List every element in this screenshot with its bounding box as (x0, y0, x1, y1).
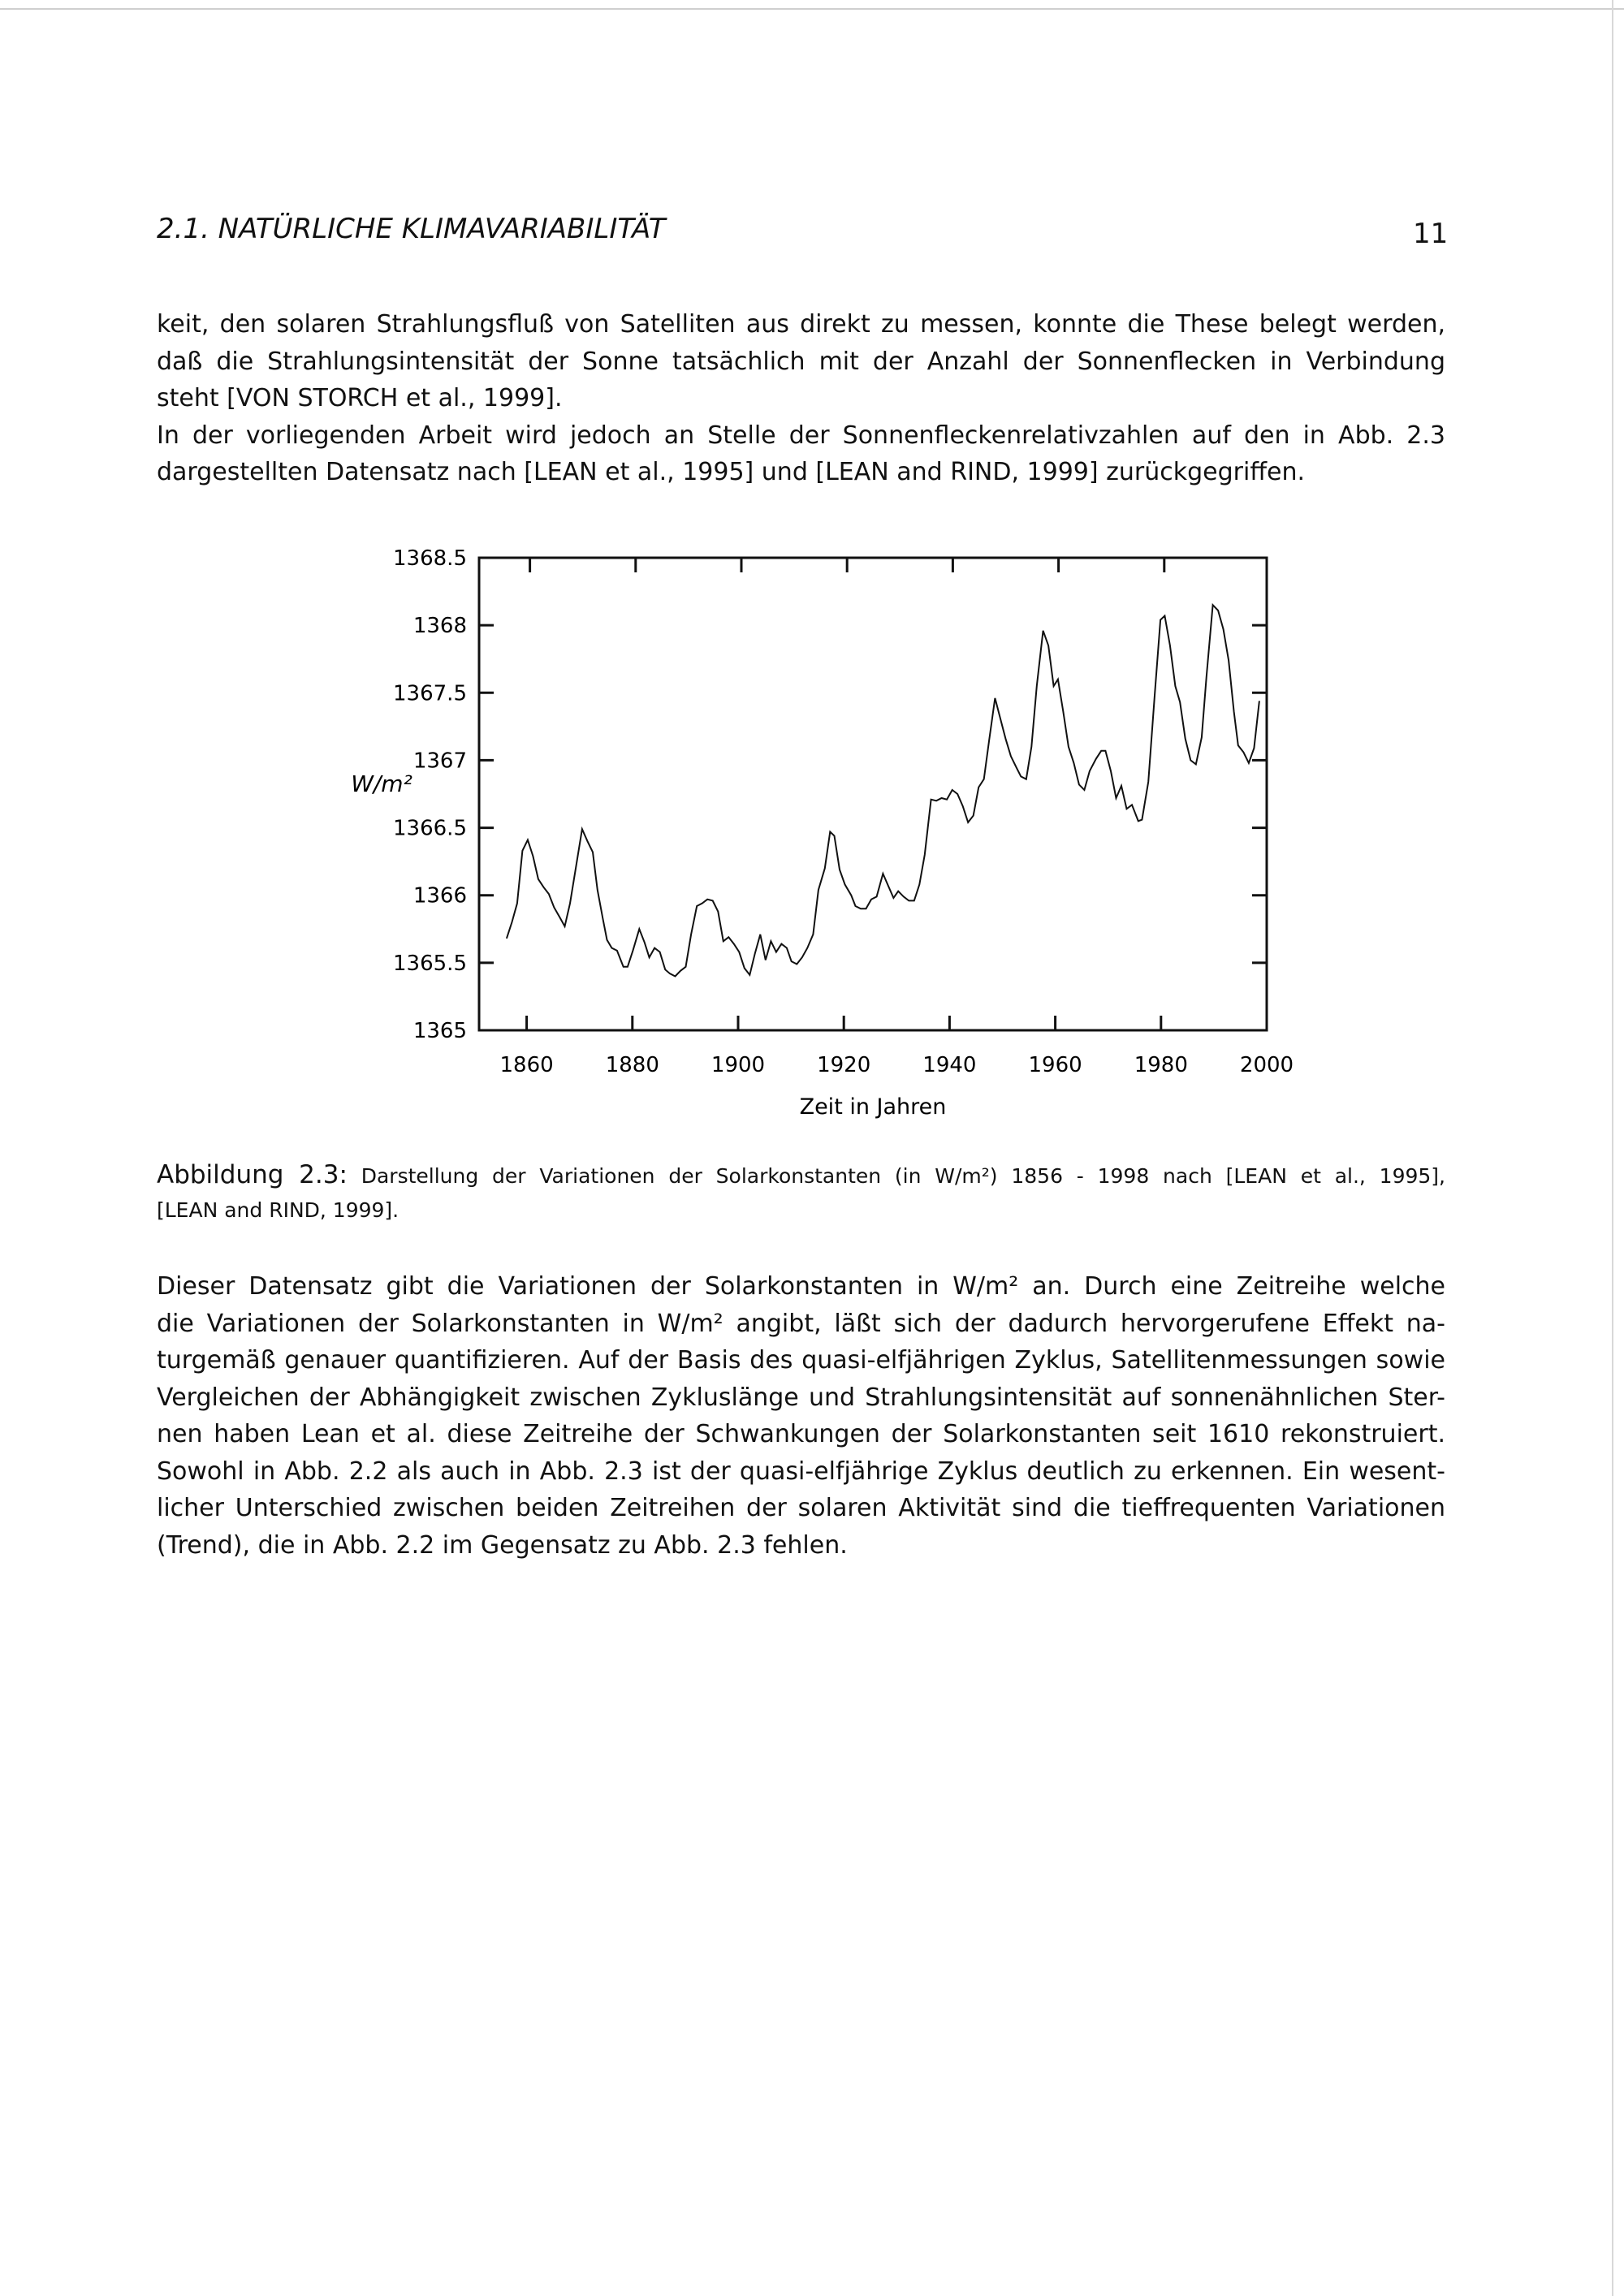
caption-line: [LEAN and RIND, 1999]. (157, 1198, 400, 1222)
y-tick-label: 1365.5 (393, 951, 467, 976)
text-line: Vergleichen der Abhängigkeit zwischen Zykluslänge und Strahlungsintensität auf sonnenähnlichen Ster- (157, 1383, 1445, 1412)
y-tick-label: 1367 (412, 749, 467, 774)
x-tick-label: 2000 (1239, 1053, 1294, 1077)
figure-caption (157, 1157, 1445, 1228)
y-tick-label: 1366 (412, 883, 467, 908)
text-line: turgemäß genauer quantifizieren. Auf der Basis des quasi-elfjährigen Zyklus, Satellitenmessungen sowie (157, 1346, 1445, 1375)
text-line: Sowohl in Abb. 2.2 als auch in Abb. 2.3 ist der quasi-elfjährige Zyklus deutlich zu erkennen. Ein wesent- (157, 1457, 1445, 1486)
series-line-solar-constant (507, 605, 1259, 976)
page-number: 11 (1413, 218, 1449, 250)
text-line: steht [VON STORCH et al., 1999]. (157, 384, 563, 412)
solar-constant-chart (0, 0, 1624, 1137)
y-tick-label: 1368 (412, 614, 467, 639)
y-tick-label: 1366.5 (393, 816, 467, 841)
y-tick-label: 1368.5 (393, 546, 467, 571)
text-line: daß die Strahlungsintensität der Sonne tatsächlich mit der Anzahl der Sonnenflecken in Verbindung (157, 347, 1445, 376)
running-title: 2.1. NATÜRLICHE KLIMAVARIABILITÄT (157, 213, 666, 245)
caption-line (157, 1157, 1445, 1193)
x-tick-label: 1980 (1134, 1053, 1188, 1077)
text-line: die Variationen der Solarkonstanten in W/m² angibt, läßt sich der dadurch hervorgerufene Effekt na- (157, 1309, 1445, 1338)
text-line: dargestellten Datensatz nach [LEAN et al., 1995] und [LEAN and RIND, 1999] zurückgegriffen. (157, 458, 1305, 486)
x-tick-label: 1940 (922, 1053, 977, 1077)
x-axis-label: Zeit in Jahren (799, 1094, 947, 1120)
paragraph-2 (157, 1268, 1445, 1564)
text-line: In der vorliegenden Arbeit wird jedoch an Stelle der Sonnenfleckenrelativzahlen auf den in Abb. 2.3 (157, 421, 1445, 450)
x-tick-label: 1880 (605, 1053, 659, 1077)
y-tick-label: 1367.5 (393, 681, 467, 706)
caption-text: Darstellung der Variationen der Solarkonstanten (in W/m²) 1856 - 1998 nach [LEAN et al., 1995], (361, 1164, 1445, 1188)
text-line: keit, den solaren Strahlungsfluß von Satelliten aus direkt zu messen, konnte die These belegt werden, (157, 310, 1445, 339)
text-line: nen haben Lean et al. diese Zeitreihe der Schwankungen der Solarkonstanten seit 1610 rekonstruiert. (157, 1420, 1445, 1448)
text-line: licher Unterschied zwischen beiden Zeitreihen der solaren Aktivität sind die tieffrequenten Variationen (157, 1494, 1445, 1522)
text-line: (Trend), die in Abb. 2.2 im Gegensatz zu Abb. 2.3 fehlen. (157, 1530, 848, 1560)
caption-label: Abbildung 2.3: (157, 1160, 348, 1189)
plot-frame (479, 558, 1267, 1030)
y-tick-label: 1365 (412, 1019, 467, 1043)
text-line: Dieser Datensatz gibt die Variationen der Solarkonstanten in W/m² an. Durch eine Zeitreihe welche (157, 1272, 1445, 1301)
x-tick-label: 1860 (499, 1053, 554, 1077)
y-axis-label: W/m² (351, 770, 412, 797)
x-tick-label: 1920 (817, 1053, 871, 1077)
x-tick-label: 1900 (710, 1053, 766, 1077)
x-tick-label: 1960 (1028, 1053, 1082, 1077)
